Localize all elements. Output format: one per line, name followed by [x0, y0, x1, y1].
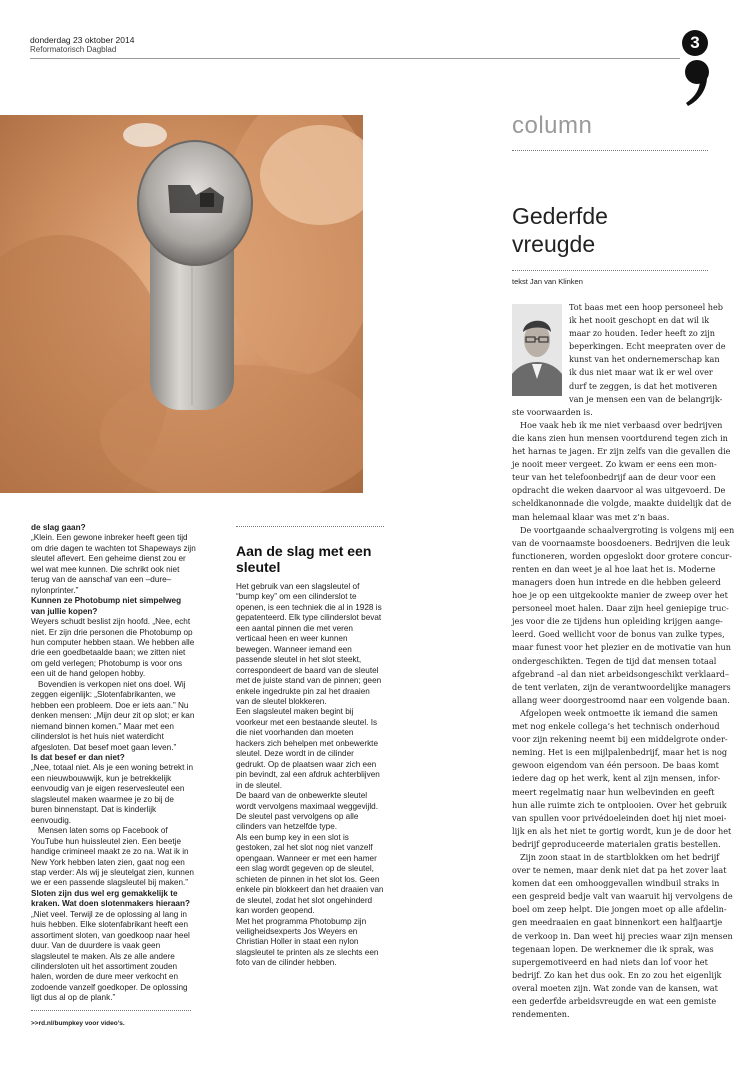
- column-line: leerd. Goed wellicht voor de bonus van zulke types,: [512, 629, 725, 640]
- sidebar-paragraph: Met het programma Photobump zijn veiligheidsexperts Jos Weyers en Christian Holler in staat een nylon slagsleutel te printen als ze slechts een foto van de cilinder hebben.: [236, 916, 379, 968]
- column-line: overal moeten zijn. Wat zonde van de kansen, wat: [512, 982, 718, 993]
- column-line: lijk en als het niet te gortig wordt, kun je de door het: [512, 825, 732, 836]
- column-line: bedrijf geproduceerde materialen gratis bestellen.: [512, 838, 721, 849]
- column-line: iedere dag op het werk, kent al zijn mensen, infor-: [512, 773, 721, 784]
- comma-icon: [680, 58, 712, 108]
- column-line: het harnas te jagen. Er zijn zelfs van die gevallen die: [512, 446, 731, 457]
- column-line: renten en dan weet je al hoe laat het is. Moderne: [512, 563, 716, 574]
- sidebar-headline: Aan de slag met een sleutel: [236, 543, 372, 575]
- column-line: Afgelopen week ontmoette ik iemand die samen: [520, 707, 718, 718]
- column-intro-line: ik het nooit geschopt en dat wil ik: [569, 315, 710, 326]
- interview-question: Kunnen ze Photobump niet simpelweg van jullie kopen?: [31, 596, 182, 616]
- interview-answer: „Niet veel. Terwijl ze de oplossing al lang in huis hebben. Elke slotenfabrikant heeft een assortiment sloten, van goedkoop naar heel duur. Van de duurdere is vaak geen slagsleutel te maken. Als ze alle andere cilindersloten uit het assortiment zouden halen, worden de dure meer verkocht en zodoende vanzelf goedkoper. De oplossing ligt dus al op de plank.”: [31, 909, 190, 1003]
- header-date: donderdag 23 oktober 2014: [30, 35, 135, 45]
- column-line: je nooit meer vergeet. Zo kwam er eens een mon-: [512, 459, 717, 470]
- column-intro-line: kunst van het ondernemerschap kan: [569, 354, 720, 365]
- video-link[interactable]: >>rd.nl/bumpkey voor video’s.: [31, 1020, 125, 1027]
- column-line: tegenaan lopen. De werknemer die ik sprak, was: [512, 943, 714, 954]
- interview-answer: Weyers schudt beslist zijn hoofd. „Nee, echt niet. Er zijn drie personen die Photobump op hun computer hebben staan. We hebben alle drie een goedbetaalde baan; we zitten niet om geld verlegen; Photobump is voor ons een uit de hand gelopen hobby.: [31, 617, 195, 679]
- column-line: neming. Het is een mijlpalenbedrijf, maar het is nog: [512, 747, 728, 758]
- column-intro-wrap: [569, 301, 726, 406]
- column-line: bedrijf. Zo kan het dus ook. En zo zou het eigenlijk: [512, 969, 722, 980]
- column-line: teur van het telefoonbedrijf aan de deur voor een: [512, 472, 716, 483]
- column-line: afgebrand –al dan niet arbeidsongeschikt verklaard–: [512, 668, 730, 679]
- column-line: voor zijn rekening neemt bij een middelgrote onder-: [512, 734, 728, 745]
- column-line: Hoe vaak heb ik me niet verbaasd over bedrijven: [520, 419, 723, 430]
- column-line: ondergeschikten. Tegen de tijd dat mensen totaal: [512, 655, 717, 666]
- bump-key-photo: [0, 115, 363, 493]
- column-line: meert regelmatig naar hun welbevinden en geeft: [512, 786, 715, 797]
- interview-question: Sloten zijn dus wel erg gemakkelijk te kraken. Wat doen slotenmakers hieraan?: [31, 888, 190, 909]
- column-line: komen dat een omhooggevallen windbuil straks in: [512, 878, 720, 889]
- column-title: [512, 202, 712, 258]
- column-intro-line: maar zo houden. Ieder heeft zo zijn: [569, 328, 715, 339]
- sidebar-paragraph: De baard van de onbewerkte sleutel wordt vervolgens maximaal weggevijld. De sleutel past vervolgens op alle cilinders van hetzelfde type.: [236, 791, 378, 832]
- page-number-badge: 3: [682, 30, 708, 56]
- column-title-line-2: vreugde: [512, 231, 596, 257]
- sidebar-paragraph: Een slagsleutel maken begint bij voorkeur met een bestaande sleutel. Is die niet voorhanden dan moeten hackers zich behelpen met onbewerkte sleutel. Deze wordt in de cilinder gedrukt. Op de plaatsen waar zich een pin bevindt, zal een afdruk achterblijven in de sleutel.: [236, 707, 380, 790]
- kicker-rule: [512, 150, 708, 151]
- interview-answer: Bovendien is verkopen niet ons doel. Wij zeggen eigenlijk: „Slotenfabrikanten, we hebben een probleem. Doe er iets aan.” Nu denken mensen: „Mijn deur zit op slot; er kan niemand binnen komen.” Maar met een cilinderslot is het huis niet waterdicht afgesloten. Dat besef moet gaan leven.”: [31, 679, 195, 752]
- column-line: managers doen hun intrede en die hebben geleerd: [512, 577, 721, 588]
- header-rule: [30, 58, 680, 59]
- sidebar-rule: [236, 526, 384, 527]
- sidebar-paragraph: Als een bump key in een slot is gestoken, zal het slot nog niet vanzelf opengaan. Wanneer er met een hamer een slag wordt gegeven op de sleutel, schieten de pinnen in het slot los. Geen enkele pin blokkeert dan het draaien van de sleutel, zodat het slot ongehinderd kan worden geopend.: [236, 832, 384, 916]
- sidebar-body: [236, 582, 384, 969]
- interview-answer: Mensen laten soms op Facebook of YouTube hun huissleutel zien. Een beetje handige crimineel maakt ze zo na. Wat ik in New York hebben laten zien, gaat nog een stap verder: Als wij je sleutelgat zien, kunnen we er een passende slagsleutel bij maken.”: [31, 826, 194, 888]
- footer-rule: [31, 1010, 191, 1011]
- column-line: personeel moet halen. Daar zijn heel geniepige truc-: [512, 603, 729, 614]
- column-line: scheldkanonnade die volgde, maakte duidelijk dat de: [512, 498, 732, 509]
- column-line: gen meedraaien en gaat binnenkort een halfjaartje: [512, 917, 723, 928]
- column-line: de verkoop in. Dan weet hij precies waar zijn mensen: [512, 930, 733, 941]
- column-intro-line: van je mensen een van de belangrijk-: [569, 393, 723, 404]
- column-line: een gederfde arbeidsvreugde en wat een gemiste: [512, 996, 717, 1007]
- sidebar-paragraph: Het gebruik van een slagsleutel of “bump key” om een cilinderslot te openen, is een techniek die al in 1928 is gepatenteerd. Elk type cilinderslot bevat een aantal pinnen die met veren verticaal heen en weer kunnen bewegen. Wanneer iemand een passende sleutel in het slot steekt, correspondeert de baard van de sleutel met de juiste stand van de pinnen; geen enkele ingedrukte pin zal het draaien van de sleutel blokkeren.: [236, 582, 382, 706]
- column-line: gewoon eigendom van één persoon. De baas komt: [512, 760, 719, 771]
- column-line: De voortgaande schaalvergroting is volgens mij een: [520, 524, 735, 535]
- interview-answer: „Klein. Een gewone inbreker heeft geen tijd om drie dagen te wachten tot Shapeways zijn sleutel aflevert. Een geheime dienst zou er wel wat mee kunnen. Die schrikt ook niet terug van de aanschaf van een –dure– nylonprinter.”: [31, 533, 196, 595]
- column-line: boel om zeep helpt. Die jongen moet op alle afdelin-: [512, 904, 727, 915]
- column-line: jes voor die ze tijdens hun opleiding krijgen aange-: [512, 616, 723, 627]
- column-line: van de voornaamste boosdoeners. Bedrijven die leuk: [512, 537, 730, 548]
- column-line: allang weer doorgestroomd naar een volgende baan.: [512, 694, 730, 705]
- column-line: een gespreid bedje valt van waaruit hij vervolgens de: [512, 891, 733, 902]
- column-intro-line: Tot baas met een hoop personeel heb: [569, 302, 723, 312]
- column-line: man helemaal klaar was met z’n baas.: [512, 511, 670, 522]
- column-line: opdracht die weken daarvoor al was uitgevoerd. De: [512, 485, 726, 496]
- column-line: de tent verlaten, zijn de verantwoordelijke managers: [512, 681, 731, 692]
- column-line: functioneren, worden opgeslokt door grotere concur-: [512, 550, 732, 561]
- section-kicker: column: [512, 112, 593, 139]
- column-line: hun alle ruimte zich te ontplooien. Over het gebruik: [512, 799, 727, 810]
- header-paper-name: Reformatorisch Dagblad: [30, 45, 117, 54]
- byline: tekst Jan van Klinken: [512, 277, 583, 286]
- column-line: supergemotiveerd en had niets dan lof voor het: [512, 956, 708, 967]
- column-line: die kans zien hun mensen voortdurend tegen zich in: [512, 432, 728, 443]
- interview-answer: „Nee, totaal niet. Als je een woning betrekt in een nieuwbouwwijk, kun je betrekkelijk eenvoudig van je eigen reservesleutel een slagsleutel maken waarmee je zo bij de buren binnenstapt. Dat is kinderlijk eenvoudig.: [31, 763, 194, 825]
- column-body: [512, 406, 734, 1021]
- column-line: Zijn zoon staat in de startblokken om het bedrijf: [520, 851, 720, 862]
- column-intro-line: beperkingen. Echt meepraten over de: [569, 341, 726, 352]
- interview-column: [31, 523, 197, 1004]
- column-line: met nog enkele collega’s het technisch onderhoud: [512, 721, 720, 732]
- column-line: ste voorwaarden is.: [512, 406, 593, 417]
- interview-question: Is dat besef er dan niet?: [31, 752, 125, 762]
- title-rule: [512, 270, 708, 271]
- interview-question: de slag gaan?: [31, 523, 86, 532]
- column-intro-line: ik dus niet maar wat ik er wel over: [569, 367, 713, 378]
- column-line: hoe je op een uitgekookte manier de zweep over het: [512, 590, 728, 601]
- column-intro-line: durf te zeggen, is dat het motiveren: [569, 380, 718, 391]
- column-line: van spullen voor privédoeleinden doet hij niet moei-: [512, 812, 727, 823]
- author-portrait: [512, 304, 562, 396]
- column-line: maar funest voor het plezier en de motivatie van hun: [512, 642, 731, 653]
- column-line: over te nemen, maar denk niet dat pa het zover laat: [512, 865, 727, 876]
- column-line: rendementen.: [512, 1009, 570, 1020]
- column-title-line-1: Gederfde: [512, 203, 608, 229]
